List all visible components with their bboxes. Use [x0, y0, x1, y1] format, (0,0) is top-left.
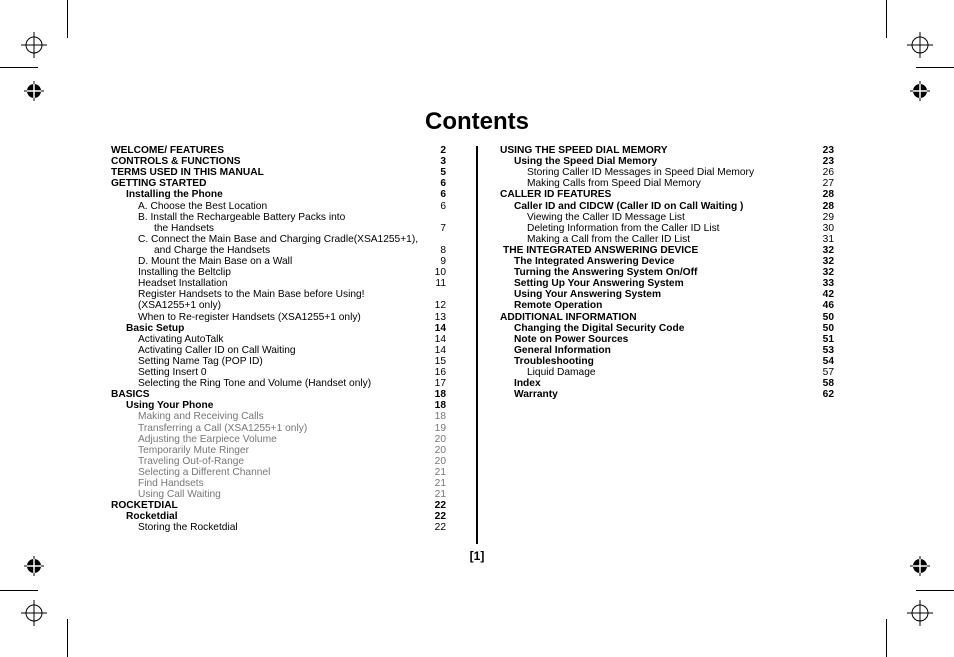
toc-entry-page: 6 [440, 178, 446, 190]
toc-entry-page: 6 [440, 189, 446, 201]
toc-entry [111, 445, 446, 456]
toc-entry-title: The Integrated Answering Device [514, 256, 675, 267]
toc-entry [111, 334, 446, 345]
toc-entry-page: 14 [434, 322, 446, 334]
toc-entry [500, 278, 834, 289]
toc-entry-title: Selecting a Different Channel [138, 466, 271, 478]
toc-entry [111, 356, 446, 367]
toc-entry-title: CONTROLS & FUNCTIONS [111, 156, 241, 168]
registration-crosshair-icon [21, 600, 47, 626]
crop-line-top-right [886, 0, 887, 38]
toc-entry-page: 8 [440, 244, 446, 256]
toc-entry-page: 22 [434, 511, 446, 523]
toc-entry-title: Register Handsets to the Main Base before Using! [138, 289, 365, 301]
toc-entry-title: Making a Call from the Caller ID List [527, 233, 691, 245]
toc-entry-page: 18 [434, 389, 446, 401]
toc-entry-page: 27 [822, 178, 834, 190]
toc-entry-page: 26 [822, 167, 834, 179]
toc-entry-page: 50 [822, 322, 834, 334]
registration-crosshair-icon [907, 32, 933, 58]
crop-line-left-lower [0, 590, 38, 591]
toc-entry [111, 278, 446, 289]
toc-entry-page: 17 [434, 378, 446, 390]
toc-entry [111, 467, 446, 478]
toc-entry [111, 378, 446, 389]
toc-entry-title: CALLER ID FEATURES [500, 189, 612, 201]
toc-entry [500, 145, 834, 156]
crop-line-left-upper [0, 67, 38, 68]
toc-entry-title: Deleting Information from the Caller ID List [527, 222, 720, 234]
toc-entry-title: Activating Caller ID on Call Waiting [138, 344, 296, 356]
toc-entry-page: 20 [434, 455, 446, 467]
toc-entry-page: 5 [440, 167, 446, 179]
toc-entry-title: (XSA1255+1 only) [138, 300, 221, 312]
toc-entry-title: Using Your Phone [126, 400, 214, 412]
toc-entry [500, 367, 834, 378]
toc-entry [500, 223, 834, 234]
toc-entry [111, 367, 446, 378]
toc-entry [111, 389, 446, 400]
toc-entry [500, 356, 834, 367]
toc-entry-title: Troubleshooting [514, 355, 594, 367]
toc-entry [111, 267, 446, 278]
toc-entry [111, 212, 446, 223]
toc-entry [500, 156, 834, 167]
toc-entry-page: 18 [434, 411, 446, 423]
toc-entry [500, 201, 834, 212]
toc-entry-page: 16 [434, 367, 446, 378]
toc-entry-page: 58 [822, 378, 834, 390]
toc-entry [111, 201, 446, 212]
toc-entry-page: 28 [822, 189, 834, 201]
toc-entry-title: Making Calls from Speed Dial Memory [527, 178, 701, 190]
toc-entry [111, 312, 446, 323]
toc-entry-page: 21 [434, 489, 446, 501]
toc-entry-page: 19 [434, 422, 446, 434]
toc-entry-title: Basic Setup [126, 322, 185, 334]
toc-entry [111, 345, 446, 356]
toc-entry-title: BASICS [111, 389, 150, 401]
toc-entry [500, 189, 834, 200]
toc-entry-title: When to Re-register Handsets (XSA1255+1 only) [138, 311, 361, 323]
toc-entry-page: 21 [434, 478, 446, 489]
toc-entry [111, 456, 446, 467]
page-number: [1] [469, 549, 485, 563]
toc-entry-page: 22 [434, 500, 446, 512]
toc-entry-title: Installing the Phone [126, 189, 223, 201]
crop-line-bottom-left [67, 619, 68, 657]
toc-entry-title: Turning the Answering System On/Off [514, 267, 698, 279]
toc-entry [111, 256, 446, 267]
toc-entry-page: 30 [822, 222, 834, 234]
toc-entry [500, 178, 834, 189]
toc-entry-title: Traveling Out-of-Range [138, 455, 245, 467]
toc-entry-title: ROCKETDIAL [111, 500, 178, 512]
toc-entry-title: D. Mount the Main Base on a Wall [138, 256, 293, 267]
toc-entry [500, 334, 834, 345]
toc-entry-page: 13 [434, 311, 446, 323]
toc-entry-page: 23 [822, 156, 834, 168]
crop-line-right-lower [916, 590, 954, 591]
toc-entry-page: 6 [440, 200, 446, 212]
toc-entry-page: 14 [434, 333, 446, 345]
toc-entry-page: 2 [440, 145, 446, 156]
toc-entry-title: B. Install the Rechargeable Battery Packs into [138, 211, 346, 223]
toc-entry [500, 245, 834, 256]
toc-entry [111, 511, 446, 522]
toc-entry [500, 300, 834, 311]
toc-entry-title: Using the Speed Dial Memory [514, 156, 658, 168]
toc-entry-title: THE INTEGRATED ANSWERING DEVICE [503, 244, 699, 256]
toc-entry-page: 3 [440, 156, 446, 168]
toc-entry [111, 189, 446, 200]
toc-entry-page: 53 [822, 344, 834, 356]
toc-entry-title: C. Connect the Main Base and Charging Cradle(XSA1255+1), [138, 233, 419, 245]
toc-entry [500, 212, 834, 223]
registration-crosshair-icon [907, 600, 933, 626]
crop-line-bottom-right [886, 619, 887, 657]
toc-entry-title: USING THE SPEED DIAL MEMORY [500, 145, 668, 156]
toc-entry [111, 323, 446, 334]
toc-entry [111, 522, 446, 533]
toc-entry-page: 51 [822, 333, 834, 345]
toc-entry [500, 389, 834, 400]
toc-entry [500, 345, 834, 356]
toc-entry [111, 411, 446, 422]
toc-entry [111, 167, 446, 178]
toc-entry-title: General Information [514, 344, 611, 356]
toc-entry-title: Note on Power Sources [514, 333, 629, 345]
toc-entry [500, 256, 834, 267]
toc-entry-title: Making and Receiving Calls [138, 411, 264, 423]
toc-entry-page: 7 [440, 222, 446, 234]
toc-entry-page: 10 [434, 267, 446, 279]
toc-entry-page: 18 [434, 400, 446, 412]
toc-entry-page: 33 [822, 278, 834, 290]
toc-entry [500, 267, 834, 278]
toc-entry-title: Setting Name Tag (POP ID) [138, 355, 263, 367]
toc-entry-title: Activating AutoTalk [138, 333, 224, 345]
toc-entry-page: 31 [822, 233, 834, 245]
toc-entry-title: Caller ID and CIDCW (Caller ID on Call Waiting ) [514, 200, 744, 212]
toc-entry-title: the Handsets [154, 222, 215, 234]
toc-entry-title: Using Your Answering System [514, 289, 661, 301]
toc-entry-title: Find Handsets [138, 478, 204, 489]
toc-entry-page: 23 [822, 145, 834, 156]
toc-entry-page: 42 [822, 289, 834, 301]
toc-entry-page: 15 [434, 355, 446, 367]
toc-entry-title: Temporarily Mute Ringer [138, 444, 249, 456]
toc-entry-page: 62 [822, 389, 834, 401]
toc-entry-title: WELCOME/ FEATURES [111, 145, 225, 156]
crop-line-top-left [67, 0, 68, 38]
toc-entry-page: 11 [435, 278, 446, 290]
toc-entry-page: 22 [434, 522, 446, 534]
toc-entry-page: 20 [434, 433, 446, 445]
toc-entry-title: Setting Up Your Answering System [514, 278, 684, 290]
toc-entry-page: 32 [822, 267, 834, 279]
toc-entry [500, 167, 834, 178]
column-divider [476, 146, 478, 544]
toc-entry [500, 323, 834, 334]
toc-entry [111, 289, 446, 300]
toc-entry-title: Setting Insert 0 [138, 367, 207, 378]
page-title: Contents [425, 108, 529, 135]
toc-entry [500, 378, 834, 389]
toc-entry-page: 9 [440, 256, 446, 267]
toc-entry [500, 289, 834, 300]
toc-entry [111, 478, 446, 489]
toc-entry-page: 32 [822, 256, 834, 267]
toc-entry-title: Warranty [514, 389, 558, 401]
toc-entry [111, 489, 446, 500]
toc-entry-title: Storing the Rocketdial [138, 522, 238, 534]
toc-entry-page: 50 [822, 311, 834, 323]
toc-entry [111, 234, 446, 245]
toc-entry [111, 423, 446, 434]
toc-entry [111, 500, 446, 511]
toc-entry-title: Remote Operation [514, 300, 603, 312]
toc-entry-page: 28 [822, 200, 834, 212]
toc-entry-title: Selecting the Ring Tone and Volume (Handset only) [138, 378, 372, 390]
toc-entry-title: TERMS USED IN THIS MANUAL [111, 167, 264, 179]
toc-entry-page: 32 [822, 244, 834, 256]
toc-entry-page: 20 [434, 444, 446, 456]
toc-entry-title: Using Call Waiting [138, 489, 221, 501]
toc-entry-title: Installing the Beltclip [138, 267, 231, 279]
toc-entry-title: Liquid Damage [527, 367, 596, 378]
toc-entry-page: 21 [434, 466, 446, 478]
toc-entry-title: Changing the Digital Security Code [514, 322, 685, 334]
toc-entry-title: Index [514, 378, 541, 390]
toc-entry [111, 245, 446, 256]
toc-entry-title: and Charge the Handsets [154, 244, 271, 256]
toc-entry [111, 400, 446, 411]
toc-entry-page: 12 [434, 300, 446, 312]
toc-entry [500, 234, 834, 245]
registration-crosshair-icon [21, 32, 47, 58]
toc-entry [500, 312, 834, 323]
registration-target-icon [24, 81, 44, 101]
toc-entry-page: 46 [822, 300, 834, 312]
toc-entry [111, 300, 446, 311]
toc-entry-title: Viewing the Caller ID Message List [527, 211, 685, 223]
toc-entry [111, 156, 446, 167]
toc-entry-page: 14 [434, 344, 446, 356]
toc-entry-title: ADDITIONAL INFORMATION [500, 311, 637, 323]
toc-entry-title: Adjusting the Earpiece Volume [138, 433, 277, 445]
toc-entry-title: Transferring a Call (XSA1255+1 only) [138, 422, 308, 434]
toc-entry-page: 54 [822, 355, 834, 367]
toc-entry [111, 145, 446, 156]
toc-entry [111, 223, 446, 234]
crop-line-right-upper [916, 67, 954, 68]
toc-entry [111, 178, 446, 189]
toc-entry-page: 57 [822, 367, 834, 378]
toc-entry-title: Rocketdial [126, 511, 178, 523]
toc-entry-title: A. Choose the Best Location [138, 200, 268, 212]
toc-entry-title: GETTING STARTED [111, 178, 207, 190]
registration-target-icon [910, 81, 930, 101]
toc-entry-title: Storing Caller ID Messages in Speed Dial Memory [527, 167, 755, 179]
toc-entry-title: Headset Installation [138, 278, 228, 290]
toc-entry [111, 434, 446, 445]
toc-entry-page: 29 [822, 211, 834, 223]
